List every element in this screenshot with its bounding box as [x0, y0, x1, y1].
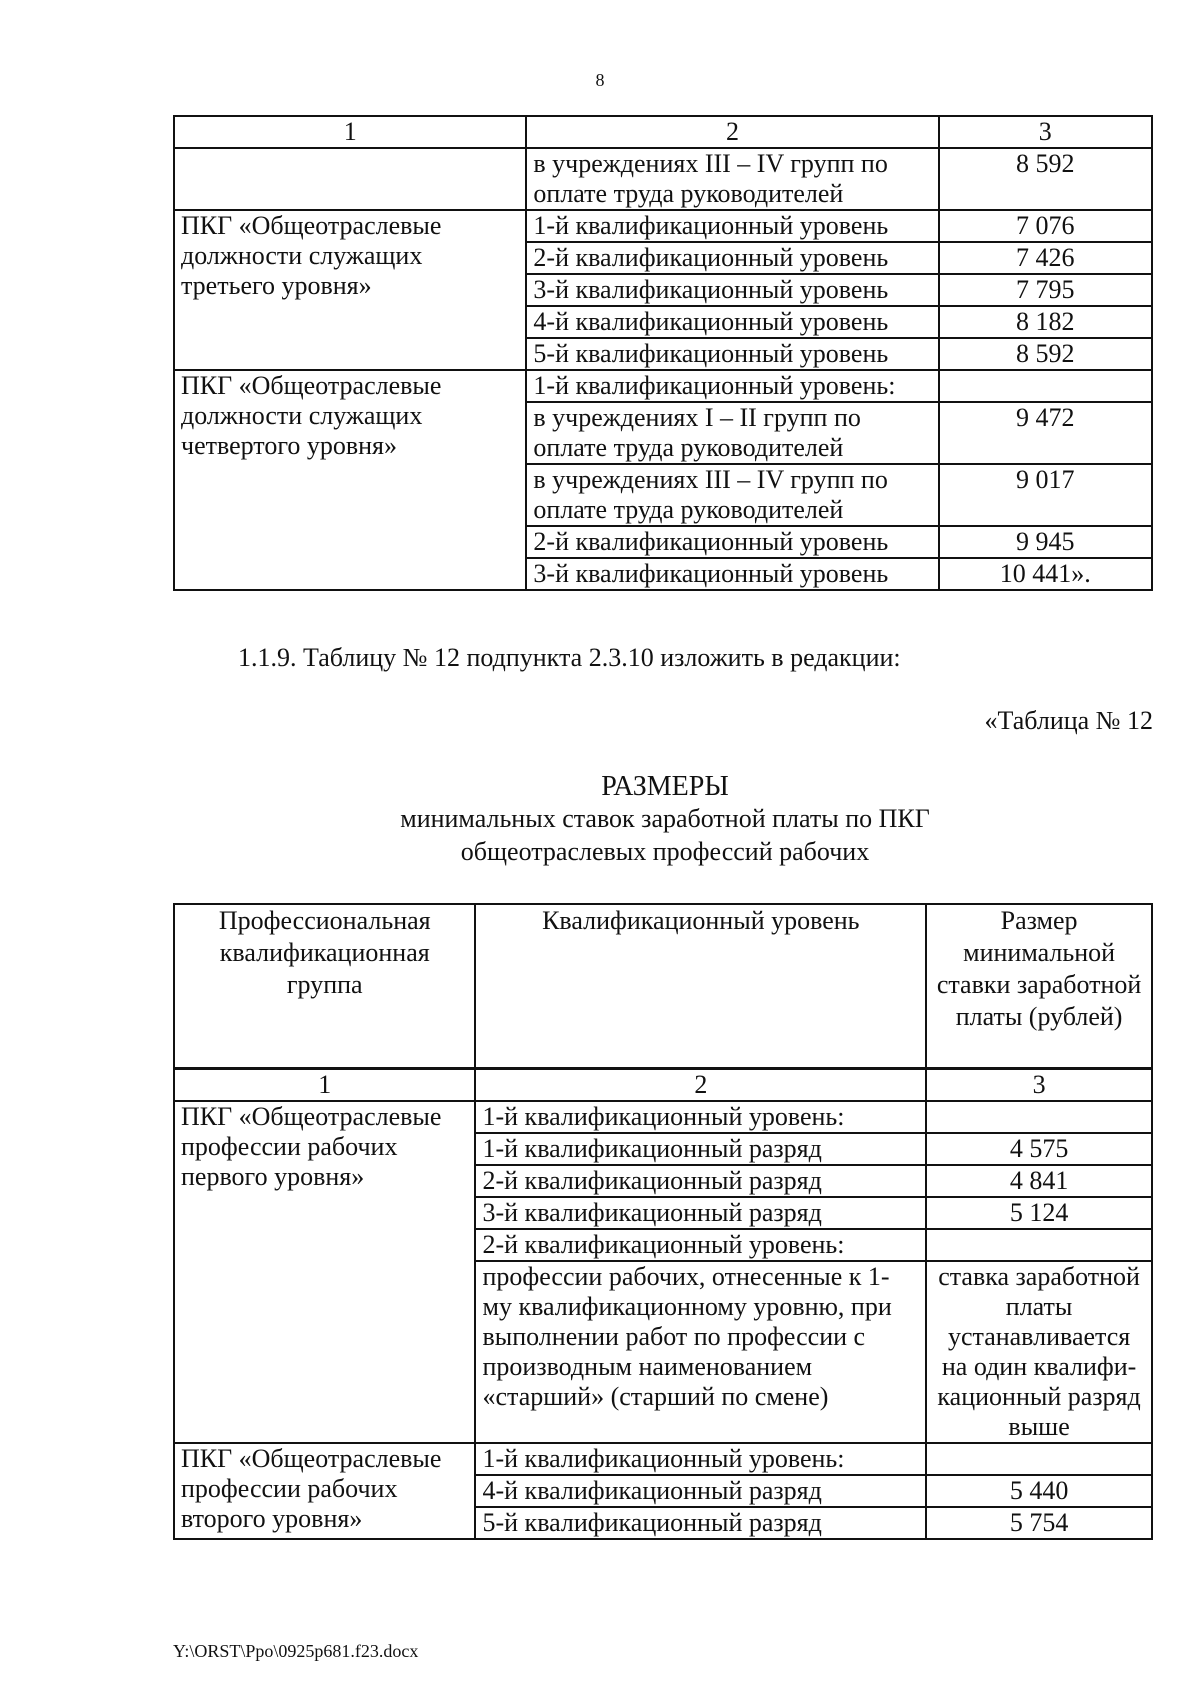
value-cell: 9 945 [939, 526, 1152, 558]
table-subtitle-line-2: общеотраслевых профессий рабочих [460, 837, 870, 866]
level-cell: 3-й квалификационный уровень [526, 558, 938, 590]
file-path-footer: Y:\ORST\Ppo\0925p681.f23.docx [173, 1641, 419, 1661]
value-cell: 5 440 [926, 1475, 1152, 1507]
column-header-group: Профессиональная квалификационная группа [174, 904, 475, 1069]
column-number: 3 [939, 116, 1152, 148]
level-cell: 2-й квалификационный разряд [475, 1165, 926, 1197]
column-number: 1 [174, 116, 526, 148]
level-cell: 1-й квалификационный уровень [526, 210, 938, 242]
column-number: 1 [174, 1069, 475, 1102]
value-cell: 8 592 [939, 148, 1152, 210]
value-cell: 4 575 [926, 1133, 1152, 1165]
column-number: 2 [526, 116, 938, 148]
level-cell: профессии рабочих, отнесенные к 1-му квалификационному уровню, при выполнении работ по профессии с производным наименованием «старший» (старший по смене) [475, 1261, 926, 1443]
page-number: 8 [595, 70, 605, 90]
value-cell: 8 592 [939, 338, 1152, 370]
level-cell: 3-й квалификационный уровень [526, 274, 938, 306]
value-cell: ставка заработной платы устанавливается на один квалифи-кационный разряд выше [926, 1261, 1152, 1443]
level-cell: в учреждениях I – II групп по оплате труда руководителей [526, 402, 938, 464]
table-row [174, 370, 1152, 402]
level-cell: 4-й квалификационный уровень [526, 306, 938, 338]
value-cell: 7 795 [939, 274, 1152, 306]
column-number: 3 [926, 1069, 1152, 1102]
value-cell: 9 017 [939, 464, 1152, 526]
table-row [174, 148, 1152, 210]
column-number: 2 [475, 1069, 926, 1102]
level-cell: 1-й квалификационный разряд [475, 1133, 926, 1165]
table-row [174, 1101, 1152, 1133]
group-cell: ПКГ «Общеотраслевые профессии рабочих второго уровня» [174, 1443, 475, 1539]
table-header-row [174, 116, 1152, 148]
level-cell: 1-й квалификационный уровень: [526, 370, 938, 402]
level-cell: 4-й квалификационный разряд [475, 1475, 926, 1507]
value-cell: 5 124 [926, 1197, 1152, 1229]
workers-salary-table [173, 903, 1153, 1540]
value-cell [926, 1229, 1152, 1261]
table-column-headers [174, 904, 1152, 1069]
value-cell: 8 182 [939, 306, 1152, 338]
column-header-value: Размер минимальной ставки заработной платы (рублей) [926, 904, 1152, 1069]
group-cell [174, 148, 526, 210]
value-cell: 7 076 [939, 210, 1152, 242]
group-cell: ПКГ «Общеотраслевые профессии рабочих первого уровня» [174, 1101, 475, 1443]
level-cell: 5-й квалификационный уровень [526, 338, 938, 370]
value-cell: 4 841 [926, 1165, 1152, 1197]
value-cell [926, 1443, 1152, 1475]
value-cell [939, 370, 1152, 402]
level-cell: 3-й квалификационный разряд [475, 1197, 926, 1229]
table-title: РАЗМЕРЫ [601, 771, 729, 802]
value-cell [926, 1101, 1152, 1133]
level-cell: 5-й квалификационный разряд [475, 1507, 926, 1539]
table-row [174, 1443, 1152, 1475]
level-cell: 1-й квалификационный уровень: [475, 1101, 926, 1133]
table-number-label: «Таблица № 12 [984, 706, 1153, 735]
table-row [174, 210, 1152, 242]
value-cell: 9 472 [939, 402, 1152, 464]
level-cell: 2-й квалификационный уровень [526, 242, 938, 274]
level-cell: 2-й квалификационный уровень: [475, 1229, 926, 1261]
group-cell: ПКГ «Общеотраслевые должности служащих третьего уровня» [174, 210, 526, 370]
table-subtitle-line-1: минимальных ставок заработной платы по ПКГ [400, 804, 930, 833]
column-header-level: Квалификационный уровень [475, 904, 926, 1069]
level-cell: 1-й квалификационный уровень: [475, 1443, 926, 1475]
level-cell: в учреждениях III – IV групп по оплате труда руководителей [526, 464, 938, 526]
level-cell: в учреждениях III – IV групп по оплате труда руководителей [526, 148, 938, 210]
value-cell: 5 754 [926, 1507, 1152, 1539]
salary-table-continuation [173, 115, 1153, 591]
table-number-row [174, 1069, 1152, 1102]
level-cell: 2-й квалификационный уровень [526, 526, 938, 558]
amendment-paragraph: 1.1.9. Таблицу № 12 подпункта 2.3.10 изложить в редакции: [238, 643, 901, 672]
value-cell: 7 426 [939, 242, 1152, 274]
value-cell: 10 441». [939, 558, 1152, 590]
group-cell: ПКГ «Общеотраслевые должности служащих четвертого уровня» [174, 370, 526, 590]
